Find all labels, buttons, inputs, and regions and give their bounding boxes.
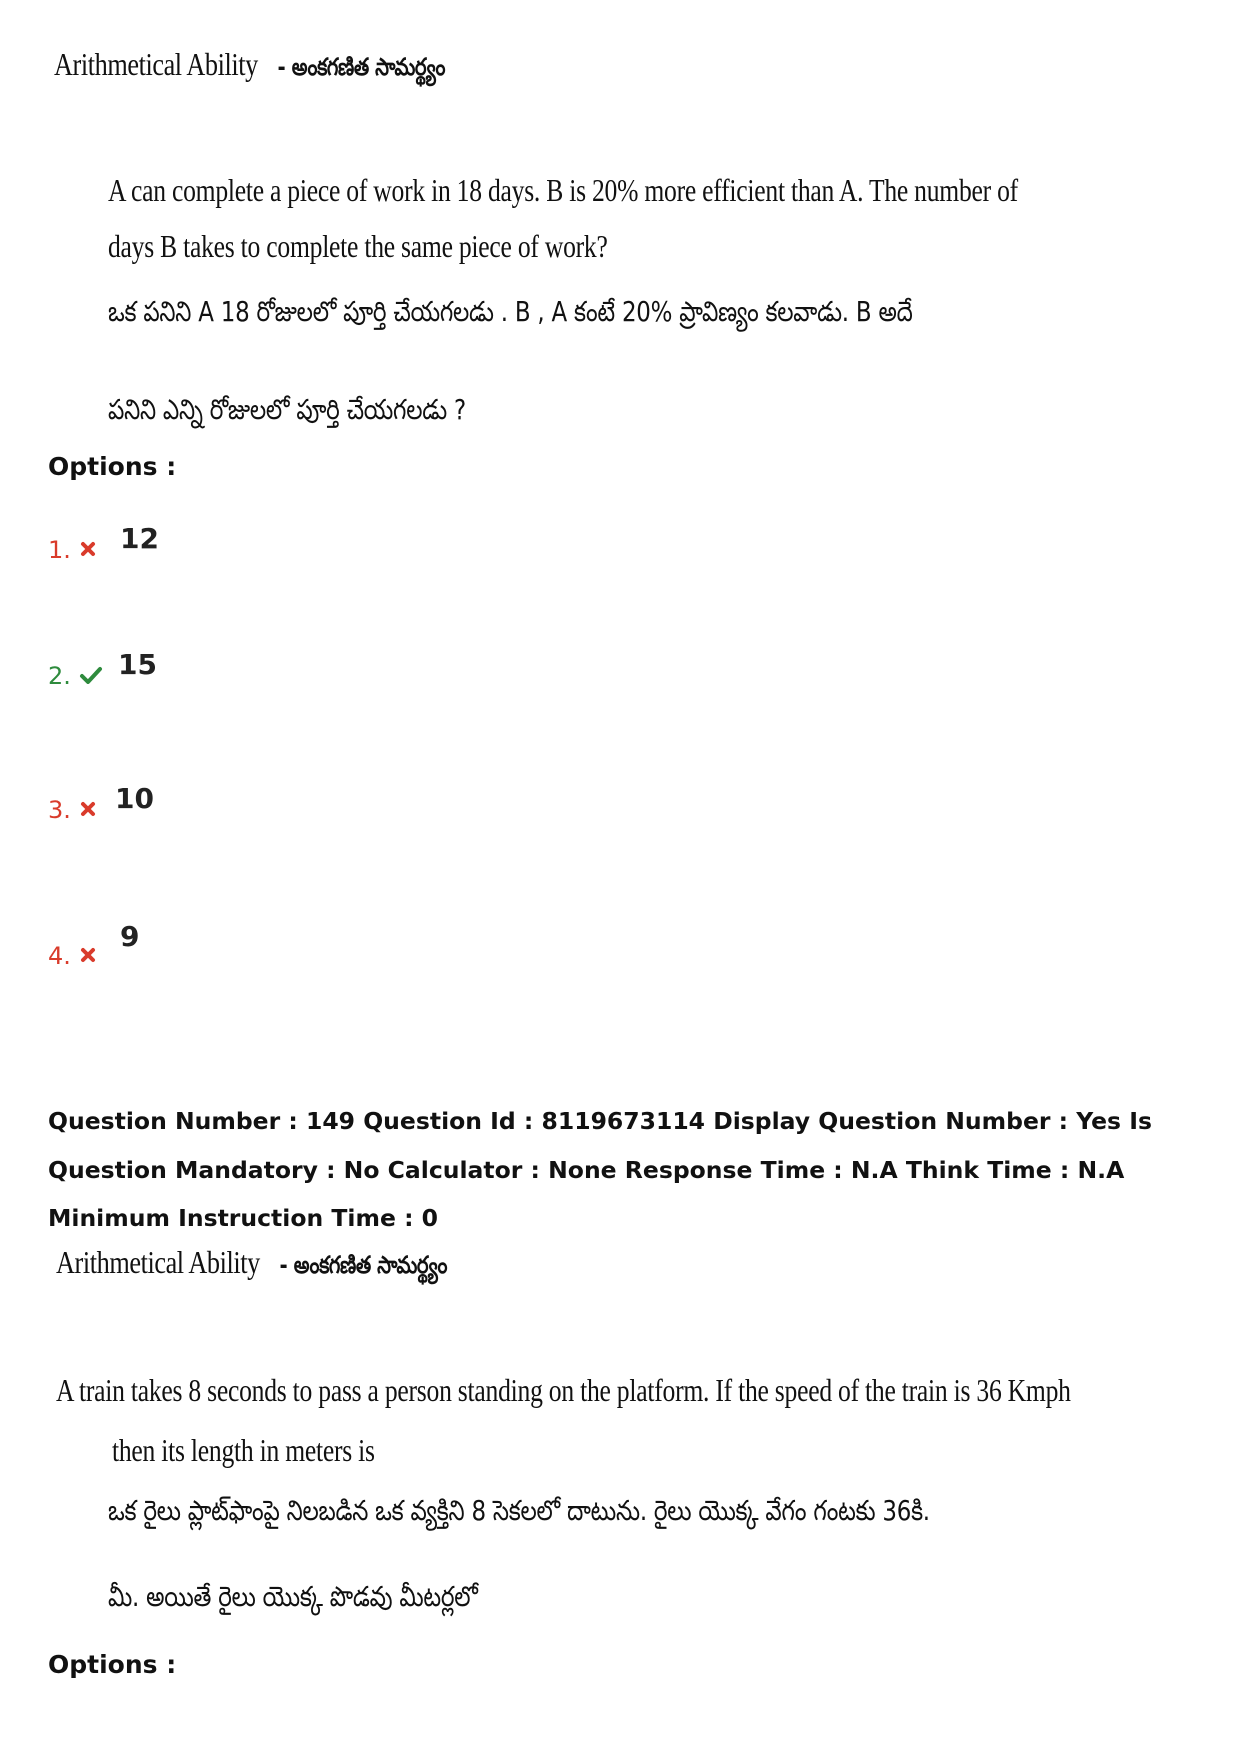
question-text-te-1: ఒక పనిని A 18 రోజులలో పూర్తి చేయగలడు . B , A కంటే 20% ప్రావిణ్యం కలవాడు. B అదే bbox=[108, 295, 913, 328]
options-label: Options : bbox=[48, 452, 177, 481]
question-text-te-2: మీ. అయితే రైలు యొక్క పొడవు మీటర్లలో bbox=[108, 1580, 478, 1613]
check-icon bbox=[79, 666, 103, 684]
subject-heading bbox=[56, 1244, 447, 1285]
subject-heading bbox=[54, 46, 445, 87]
option-number: 3. bbox=[48, 796, 71, 824]
question-text-te-2: పనిని ఎన్ని రోజులలో పూర్తి చేయగలడు ? bbox=[108, 393, 466, 426]
question-text-en-2: days B takes to complete the same piece of work? bbox=[108, 228, 608, 264]
subject-english: Arithmetical Ability bbox=[56, 1244, 260, 1280]
option-value: 12 bbox=[120, 522, 159, 555]
cross-icon bbox=[79, 800, 97, 818]
subject-telugu: - అంకగణిత సామర్థ్యం bbox=[277, 53, 446, 81]
question-text-en-1: A can complete a piece of work in 18 days. B is 20% more efficient than A. The number of bbox=[108, 172, 1018, 208]
option-value: 15 bbox=[118, 648, 157, 681]
question-text-en-2: then its length in meters is bbox=[112, 1432, 375, 1468]
cross-icon bbox=[79, 946, 97, 964]
option-number: 4. bbox=[48, 942, 71, 970]
question-text-en-1: A train takes 8 seconds to pass a person standing on the platform. If the speed of the train is 36 Kmph bbox=[56, 1372, 1071, 1408]
subject-english: Arithmetical Ability bbox=[54, 46, 258, 82]
option-number: 1. bbox=[48, 536, 71, 564]
cross-icon bbox=[79, 540, 97, 558]
options-label: Options : bbox=[48, 1650, 177, 1679]
option-value: 9 bbox=[120, 920, 140, 953]
question-metadata: Question Number : 149 Question Id : 8119673114 Display Question Number : Yes Is Question Mandatory : No Calculator : None Response Time : N.A Think Time : N.A Minimum Instruction Time : 0 bbox=[48, 1107, 1152, 1232]
option-number: 2. bbox=[48, 662, 71, 690]
question-text-te-1: ఒక రైలు ప్లాట్‌ఫాంపై నిలబడిన ఒక వ్యక్తిని 8 సెకలలో దాటును. రైలు యొక్క వేగం గంటకు 36కి. bbox=[108, 1494, 930, 1527]
option-value: 10 bbox=[115, 782, 154, 815]
subject-telugu: - అంకగణిత సామర్థ్యం bbox=[279, 1251, 448, 1279]
